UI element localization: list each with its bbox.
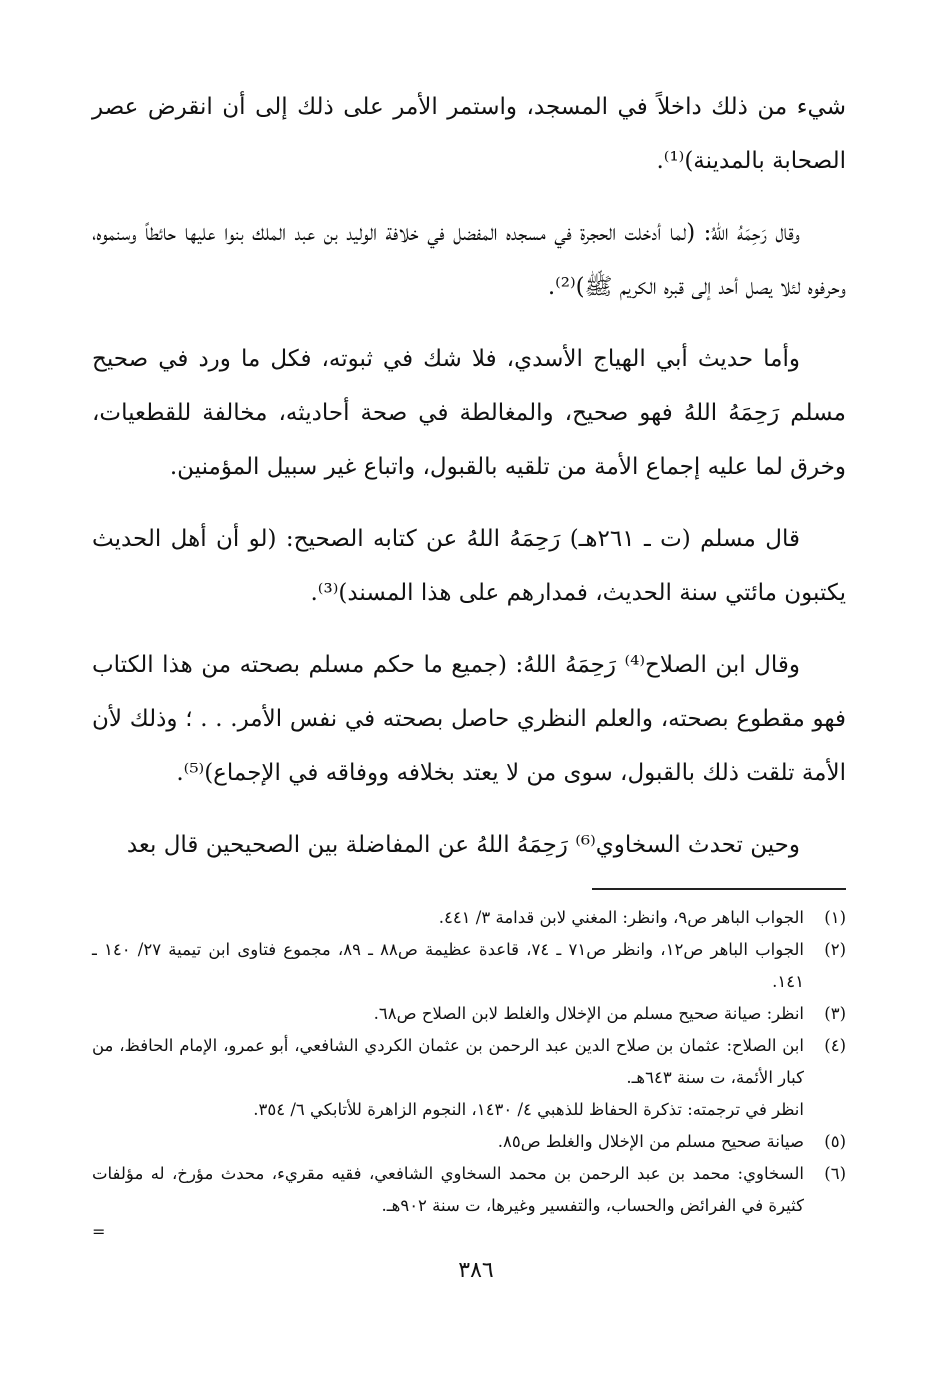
footnote-4-continued [92,1094,846,1126]
continuation-mark: = [92,1222,106,1241]
footnote-4 [92,1030,846,1094]
footnote-text: ابن الصلاح: عثمان بن صلاح الدين عبد الرحمن بن عثمان الكردي الشافعي، أبو عمرو، الإمام الحافظ، من كبار الأئمة، ت سنة ٦٤٣هـ. [92,1036,804,1087]
paragraph-1: شيء من ذلك داخلاً في المسجد، واستمر الأمر على ذلك إلى أن انقرض عصر الصحابة بالمدينة)⁽¹⁾. [92,94,846,174]
footnote-5 [92,1126,846,1158]
footnote-separator [592,888,846,890]
footnote-number: (٤) [824,1036,846,1055]
paragraph-5: وقال ابن الصلاح⁽⁴⁾ رَحِمَهُ اللهُ: (جميع ما حكم مسلم بصحته من هذا الكتاب فهو مقطوع بصحته، والعلم النظري حاصل بصحته في نفس الأمر. . . ؛ وذلك لأن الأمة تلقت ذلك بالقبول، سوى من لا يعتد بخلافه ووفاقه في الإجماع)⁽⁵⁾. [92,652,846,786]
footnote-number: (١) [824,908,846,927]
footnote-text: السخاوي: محمد بن عبد الرحمن بن محمد السخاوي الشافعي، فقيه مقريء، محدث مؤرخ، له مؤلفات كثيرة في الفرائض والحساب، والتفسير وغيرها، ت سنة ٩٠٢هـ. [92,1164,804,1215]
paragraph-2: وقال رَحِمَهُ اللهُ: (لما أدخلت الحجرة في مسجده المفضل في خلافة الوليد بن عبد الملك بنوا عليها حائطاً وسنموه، وحرفوه لئلا يصل أحد إلى قبره الكريم ﷺ)⁽²⁾. [92,220,846,300]
footnote-text: الجواب الباهر ص١٢، وانظر ص٧١ ـ ٧٤، قاعدة عظيمة ص٨٨ ـ ٨٩، مجموع فتاوى ابن تيمية ٢٧/ ١٤٠ ـ ١٤١. [92,940,804,991]
footnotes [92,902,846,1222]
footnote-text: الجواب الباهر ص٩، وانظر: المغني لابن قدامة ٣/ ٤٤١. [438,908,804,927]
footnote-text: انظر في ترجمته: تذكرة الحفاظ للذهبي ٤/ ١٤٣٠، النجوم الزاهرة للأتابكي ٦/ ٣٥٤. [253,1100,804,1119]
paragraph-4: قال مسلم (ت ـ ٢٦١هـ) رَحِمَهُ اللهُ عن كتابه الصحيح: (لو أن أهل الحديث يكتبون مائتي سنة الحديث، فمدارهم على هذا المسند)⁽³⁾. [92,526,846,606]
page-number: ٣٨٦ [458,1258,494,1283]
footnote-number: (٣) [824,1004,846,1023]
main-text [92,80,846,890]
footnote-text: صيانة صحيح مسلم من الإخلال والغلط ص٨٥. [497,1132,804,1151]
footnote-number: (٢) [824,940,846,959]
footnote-6 [92,1158,846,1222]
footnote-1 [92,902,846,934]
paragraph-3: وأما حديث أبي الهياج الأسدي، فلا شك في ثبوته، فكل ما ورد في صحيح مسلم رَحِمَهُ اللهُ فهو صحيح، والمغالطة في صحة أحاديثه، مخالفة للقطعيات، وخرق لما عليه إجماع الأمة من تلقيه بالقبول، واتباع غير سبيل المؤمنين. [92,346,846,480]
paragraph-6: وحين تحدث السخاوي⁽⁶⁾ رَحِمَهُ اللهُ عن المفاضلة بين الصحيحين قال بعد [126,832,800,858]
footnote-number: (٦) [824,1164,846,1183]
footnote-text: انظر: صيانة صحيح مسلم من الإخلال والغلط لابن الصلاح ص٦٨. [373,1004,804,1023]
footnote-number: (٥) [824,1132,846,1151]
footnote-3 [92,998,846,1030]
footnote-2 [92,934,846,998]
